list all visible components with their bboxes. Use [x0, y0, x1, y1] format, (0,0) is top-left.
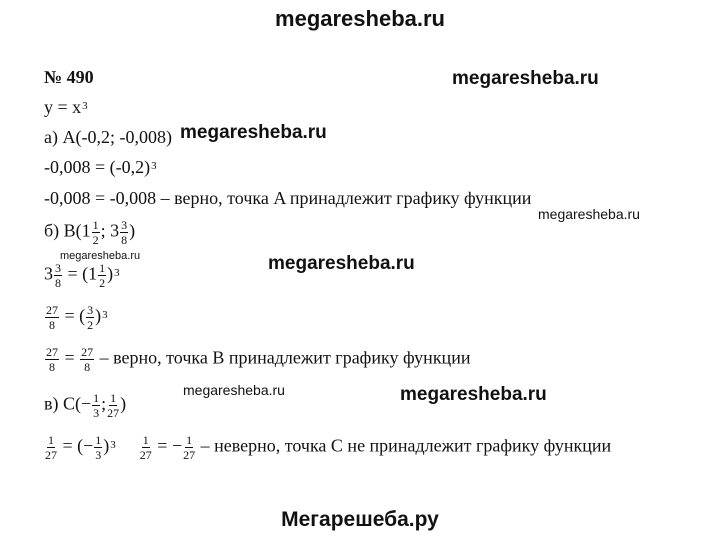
site-header: megaresheba.ru	[275, 6, 445, 31]
equation-a1: $-0,008 = (-0,2)^3$	[44, 157, 157, 177]
watermark: megaresheba.ru	[452, 68, 599, 89]
equation-b2: $\frac{27}{8}$ = ( $\frac{3}{2}$ )$^3$	[46, 303, 108, 332]
equation-a2: -0,008 = -0,008 – верно, точка A принадлежит графику функции	[44, 188, 532, 208]
equation-c: $\frac{1}{27}$ = (− $\frac{1}{3}$ )$^3$ $\frac{1}{27}$ = − $\frac{1}{27}$ – неверно, точка C не принадлежит графику функции	[45, 433, 612, 462]
watermark: megaresheba.ru	[183, 382, 285, 398]
site-footer: Мегарешеба.ру	[281, 508, 439, 531]
watermark: megaresheba.ru	[60, 250, 141, 262]
equation-b3: $\frac{27}{8}$ = $\frac{27}{8}$ – верно, точка B принадлежит графику функции	[46, 345, 471, 374]
problem-number: № 490	[44, 67, 94, 87]
watermark: megaresheba.ru	[400, 384, 547, 405]
watermark: megaresheba.ru	[268, 253, 415, 274]
point-a: а) A(-0,2; -0,008)	[44, 127, 172, 147]
watermark: megaresheba.ru	[180, 122, 327, 143]
watermark: megaresheba.ru	[538, 206, 640, 222]
point-b: б) B(1 $\frac{1}{2}$ ; 3 $\frac{3}{8}$ )	[44, 218, 136, 247]
function-definition: $y = x^3$	[44, 97, 88, 117]
point-c: в) C(− $\frac{1}{3}$ ; $\frac{1}{27}$ )	[44, 391, 127, 420]
equation-b1: 3 $\frac{3}{8}$ = (1 $\frac{1}{2}$ )$^3$	[44, 261, 120, 290]
